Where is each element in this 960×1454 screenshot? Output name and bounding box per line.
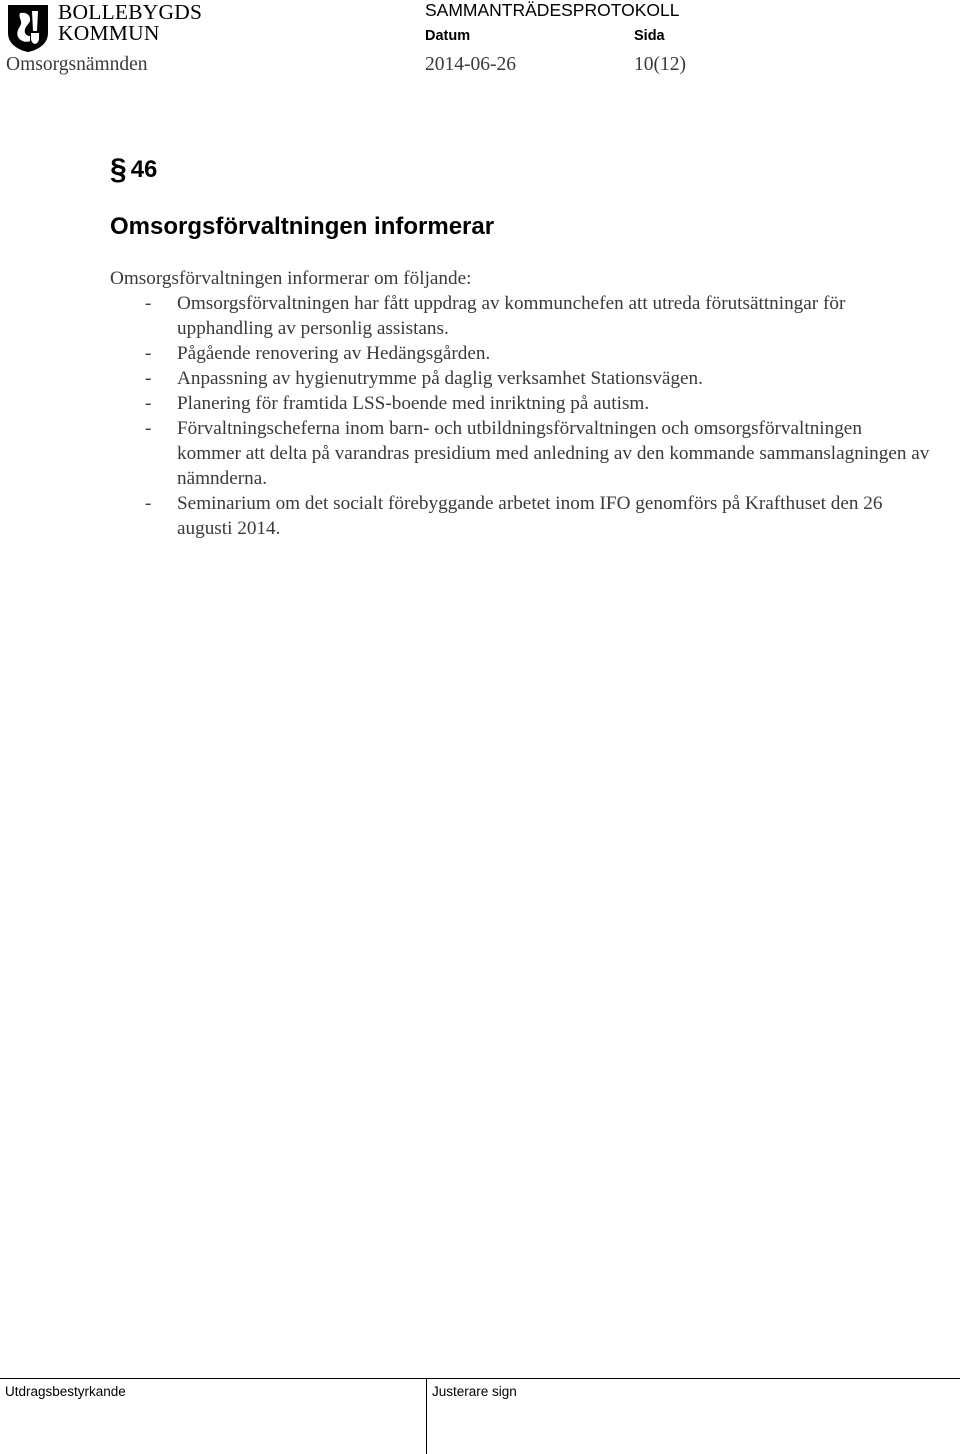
intro-text: Omsorgsförvaltningen informerar om följande:	[110, 268, 472, 289]
page-label: Sida	[634, 28, 665, 44]
list-item	[110, 291, 930, 341]
paragraph-symbol: §	[110, 153, 127, 186]
list-item	[110, 491, 930, 541]
list-dash: -	[145, 418, 152, 439]
list-dash: -	[145, 393, 152, 414]
list-item-text: Pågående renovering av Hedängsgården.	[177, 343, 491, 364]
section-title: Omsorgsförvaltningen informerar	[110, 213, 495, 240]
list-item	[110, 416, 930, 491]
adjuster-signature-label: Justerare sign	[432, 1384, 517, 1399]
info-list	[110, 291, 930, 541]
municipality-logo	[6, 0, 203, 53]
meeting-date: 2014-06-26	[425, 54, 516, 75]
certification-label: Utdragsbestyrkande	[5, 1384, 126, 1399]
list-item	[110, 366, 930, 391]
list-dash: -	[145, 343, 152, 364]
list-item-text: Förvaltningscheferna inom barn- och utbildningsförvaltningen och omsorgsförvaltningen kommer att delta på varandras presidium med anledning av den kommande sammanslagningen av nämnderna.	[177, 418, 930, 489]
list-item-text: Planering för framtida LSS-boende med inriktning på autism.	[177, 393, 650, 414]
logo-line-1: BOLLEBYGDS	[58, 0, 203, 24]
footer-rule	[0, 1378, 960, 1379]
list-dash: -	[145, 293, 152, 314]
document-type: SAMMANTRÄDESPROTOKOLL	[425, 0, 680, 20]
page-number: 10(12)	[634, 54, 686, 75]
list-item	[110, 391, 930, 416]
list-item-text: Seminarium om det socialt förebyggande arbetet inom IFO genomförs på Krafthuset den 26 augusti 2014.	[177, 493, 883, 539]
list-item-text: Anpassning av hygienutrymme på daglig verksamhet Stationsvägen.	[177, 368, 703, 389]
paragraph-number	[110, 155, 157, 185]
date-label: Datum	[425, 28, 471, 44]
list-item	[110, 341, 930, 366]
committee-name: Omsorgsnämnden	[6, 54, 148, 75]
list-item-text: Omsorgsförvaltningen har fått uppdrag av kommunchefen att utreda förutsättningar för upphandling av personlig assistans.	[177, 293, 846, 339]
list-dash: -	[145, 493, 152, 514]
list-dash: -	[145, 368, 152, 389]
paragraph-number-value: 46	[130, 156, 158, 183]
municipality-name	[58, 2, 202, 44]
coat-of-arms-icon	[6, 3, 50, 53]
logo-line-2: KOMMUN	[58, 21, 160, 45]
footer-divider	[426, 1378, 427, 1454]
